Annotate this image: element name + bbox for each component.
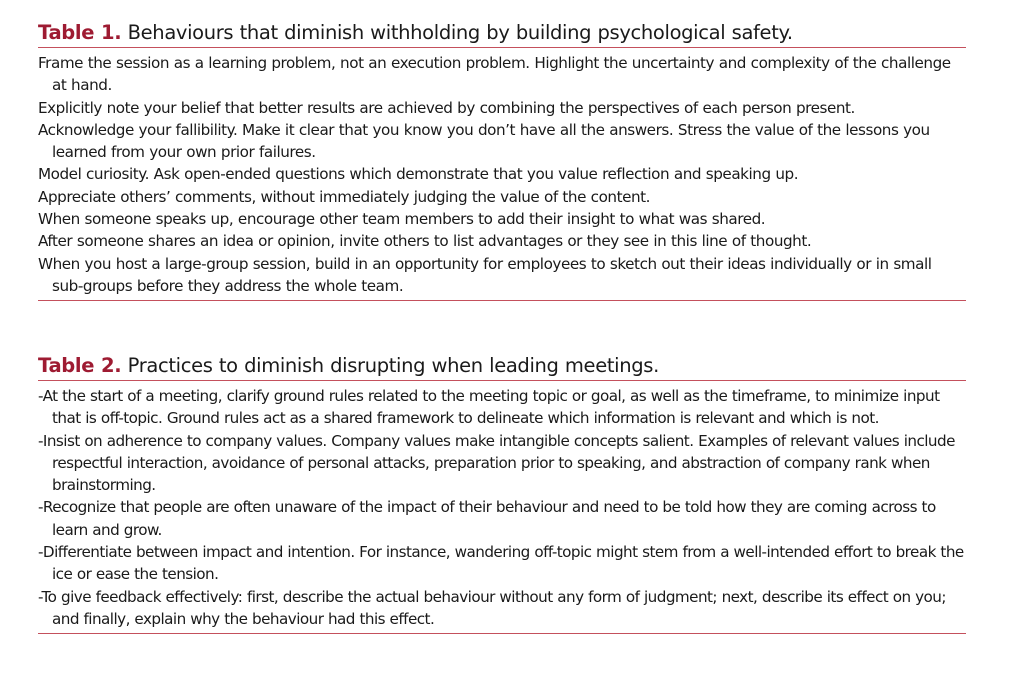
- table-row: -Insist on adherence to company values. Company values make intangible concepts salient. Examples of relevant values include respectful interaction, avoidance of personal attacks, preparation prior to speaking, and abstraction of company rank when brainstorming.: [38, 431, 955, 495]
- table-2-label: Table 2.: [38, 354, 122, 377]
- table-1: [38, 20, 966, 301]
- table-row: When you host a large-group session, build in an opportunity for employees to sketch out their ideas individually or in small sub-groups before they address the whole team.: [38, 254, 932, 295]
- table-1-caption: [38, 20, 966, 48]
- table-row: Appreciate others’ comments, without immediately judging the value of the content.: [38, 187, 651, 206]
- table-2-caption: [38, 353, 966, 381]
- table-1-label: Table 1.: [38, 21, 122, 44]
- table-row: Model curiosity. Ask open-ended questions which demonstrate that you value reflection and speaking up.: [38, 165, 799, 184]
- table-2-title: Practices to diminish disrupting when leading meetings.: [121, 354, 659, 377]
- table-row: Explicitly note your belief that better results are achieved by combining the perspectives of each person present.: [38, 98, 855, 117]
- table-row: Acknowledge your fallibility. Make it clear that you know you don’t have all the answers. Stress the value of the lessons you learned from your own prior failures.: [38, 120, 930, 162]
- table-row: Frame the session as a learning problem, not an execution problem. Highlight the uncertainty and complexity of the challenge at hand.: [38, 54, 951, 95]
- table-row: -At the start of a meeting, clarify ground rules related to the meeting topic or goal, as well as the timeframe, to minimize input that is off-topic. Ground rules act as a shared framework to delineate which information is relevant and which is not.: [38, 387, 940, 428]
- table-row: When someone speaks up, encourage other team members to add their insight to what was shared.: [38, 210, 766, 229]
- table-2: [38, 353, 966, 634]
- table-2-body: [38, 381, 966, 634]
- table-row: -Differentiate between impact and intention. For instance, wandering off-topic might stem from a well-intended effort to break the ice or ease the tension.: [38, 543, 964, 584]
- table-row: -To give feedback effectively: first, describe the actual behaviour without any form of judgment; next, describe its effect on you; and finally, explain why the behaviour had this effect.: [38, 587, 946, 628]
- table-row: -Recognize that people are often unaware of the impact of their behaviour and need to be told how they are coming across to learn and grow.: [38, 498, 936, 539]
- table-1-body: [38, 48, 966, 301]
- table-1-title: Behaviours that diminish withholding by building psychological safety.: [121, 21, 793, 44]
- table-row: After someone shares an idea or opinion, invite others to list advantages or they see in this line of thought.: [38, 232, 812, 251]
